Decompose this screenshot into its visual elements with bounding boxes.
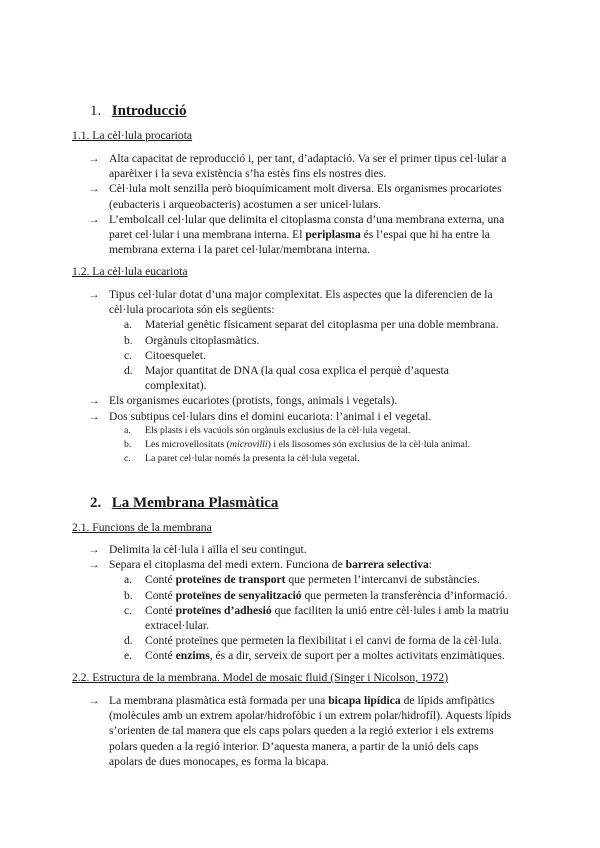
list-item-text: Cèl·lula molt senzilla però bioquímicament molt diversa. Els organismes procariotes (eubacteris i arqueobacteris) acostumen a ser unicel·lulars. [109,182,502,211]
list-item-text: Tipus cel·lular dotat d’una major complexitat. Els aspectes que la diferencien de la cèl·lula procariota són els següents: [109,288,493,317]
sub-list-text: Conté [145,573,176,587]
sub-list [88,572,513,663]
sub-list-item [88,633,513,648]
sub-list-text: Citoesquelet. [145,348,206,362]
sub-list-item [88,438,513,452]
sub-list-text: Major quantitat de DNA (la qual cosa explica el perquè d’aquesta complexitat). [145,364,449,393]
bold-term: proteïnes de senyalització [175,588,302,602]
arrow-icon: → [88,212,100,226]
section-1-heading [90,102,186,120]
sub-list-item [88,363,513,393]
bold-term: bicapa lipídica [328,694,401,707]
list-item [88,693,513,769]
list-1-1 [88,151,513,257]
list-item-text: Dos subtipus cel·lulars dins el domini eucariota: l’animal i el vegetal. [109,409,432,423]
list-item [88,409,513,424]
sub-list-marker: a. [124,573,133,587]
sub-list-marker: c. [124,348,133,362]
sub-list-item [88,348,513,363]
list-item [88,557,513,572]
italic-term: microvilli [229,439,268,451]
list-item-text: és l’espai que hi ha entre la membrana externa i la paret cel·lular/membrana interna. [109,228,490,257]
bold-term: barrera selectiva [345,558,429,572]
bold-term: periplasma [305,228,361,242]
sub-list-marker: d. [124,364,133,378]
bold-term: proteïnes d’adhesió [175,603,272,617]
list-2-1 [88,542,513,664]
sub-list-item [88,648,513,663]
sub-list-marker: a. [124,318,133,332]
subsection-1-1-heading: 1.1. La cèl·lula procariota [72,129,193,142]
list-item [88,542,513,557]
list-item [88,212,513,258]
sub-list-marker: e. [124,649,133,663]
sub-list-item [88,452,513,466]
arrow-icon: → [88,152,100,165]
sub-list-text: Conté proteïnes que permeten la flexibilitat i el canvi de forma de la cèl·lula. [145,634,502,648]
list-item [88,151,513,181]
sub-list-marker: d. [124,634,133,648]
sub-list-text: Orgànuls citoplasmàtics. [145,333,260,347]
sub-list-marker: b. [124,333,133,347]
subsection-2-2-heading: 2.2. Estructura de la membrana. Model de mosaic fluid (Singer i Nicolson, 1972) [72,671,449,684]
arrow-icon: → [88,558,100,572]
list-item-text: Els organismes eucariotes (protists, fongs, animals i vegetals). [109,394,398,408]
sub-list-text: ) i els lisosomes són exclusius de la cèl·lula animal. [267,439,471,451]
list-item-text: La membrana plasmàtica està formada per una [109,694,329,707]
arrow-icon: → [88,288,100,301]
section-title: La Membrana Plasmàtica [111,495,279,511]
sub-list-text: Conté [145,603,176,617]
list-item [88,287,513,317]
sub-list-text: Els plasts i els vacúols són orgànuls exclusius de la cèl·lula vegetal. [145,424,411,436]
section-number: 2. [90,495,102,511]
sub-list-text: que permeten l’intercanvi de substàncies. [285,573,480,587]
arrow-icon: → [88,409,100,423]
sub-list-item [88,333,513,348]
sub-list [88,317,513,393]
sub-list-text: Les microvellositats ( [145,439,230,451]
subsection-2-1-heading: 2.1. Funcions de la membrana [72,521,212,534]
list-item-text: de lípids amfipàtics (molècules amb un extrem apolar/hidrofòbic i un extrem polar/hidrofíl). Aquests lípids s’orienten de tal manera que els caps polars queden a la regió exterior i els extrems polars queden a la regió interior. D’aquesta manera, a partir de la unió dels caps apolars de dues monocapes, es forma la bicapa. [109,694,512,768]
sub-list-marker: c. [124,453,131,465]
section-title: Introducció [111,103,187,119]
sub-list-text: La paret cel·lular només la presenta la cèl·lula vegetal. [145,453,360,465]
arrow-icon: → [88,182,100,196]
sub-list-text: Conté [145,649,176,663]
sub-list-item [88,317,513,332]
sub-list-item [88,588,513,603]
section-2-heading [90,494,278,512]
list-item-text: Separa el citoplasma del medi extern. Funciona de [109,558,346,572]
sub-list [88,424,513,467]
list-2-2 [88,693,513,769]
sub-list-marker: b. [124,439,132,451]
sub-list-marker: b. [124,588,133,602]
subsection-1-2-heading: 1.2. La cèl·lula eucariota [72,265,188,278]
sub-list-text: Material genètic físicament separat del citoplasma per una doble membrana. [145,318,499,332]
list-item-text: Alta capacitat de reproducció i, per tant, d’adaptació. Va ser el primer tipus cel·lular a aparèixer i la seva existència s’ha estès fins els nostres dies. [109,152,507,181]
sub-list-marker: c. [124,603,133,617]
bold-term: proteïnes de transport [175,573,286,587]
list-item-text: L’embolcall cel·lular que delimita el citoplasma consta d’una membrana externa, una paret cel·lular i una membrana interna. El [109,212,505,242]
list-item-text: Delimita la cèl·lula i aïlla el seu contingut. [109,543,307,556]
sub-list-item [88,572,513,587]
bold-term: enzims [175,649,210,663]
sub-list-text: que permeten la transferència d’informació. [301,588,508,602]
sub-list-text: Conté [145,588,176,602]
sub-list-marker: a. [124,424,131,436]
arrow-icon: → [88,543,100,556]
sub-list-text: , és a dir, serveix de suport per a moltes activitats enzimàtiques. [209,649,505,663]
sub-list-item [88,424,513,438]
section-number: 1. [90,103,102,119]
list-item-text: : [428,558,433,572]
list-item [88,393,513,408]
sub-list-item [88,603,513,633]
arrow-icon: → [88,394,100,408]
sub-list-text: que faciliten la unió entre cèl·lules i amb la matriu extracel·lular. [145,603,509,633]
arrow-icon: → [88,694,100,707]
list-item [88,181,513,211]
list-1-2 [88,287,513,466]
